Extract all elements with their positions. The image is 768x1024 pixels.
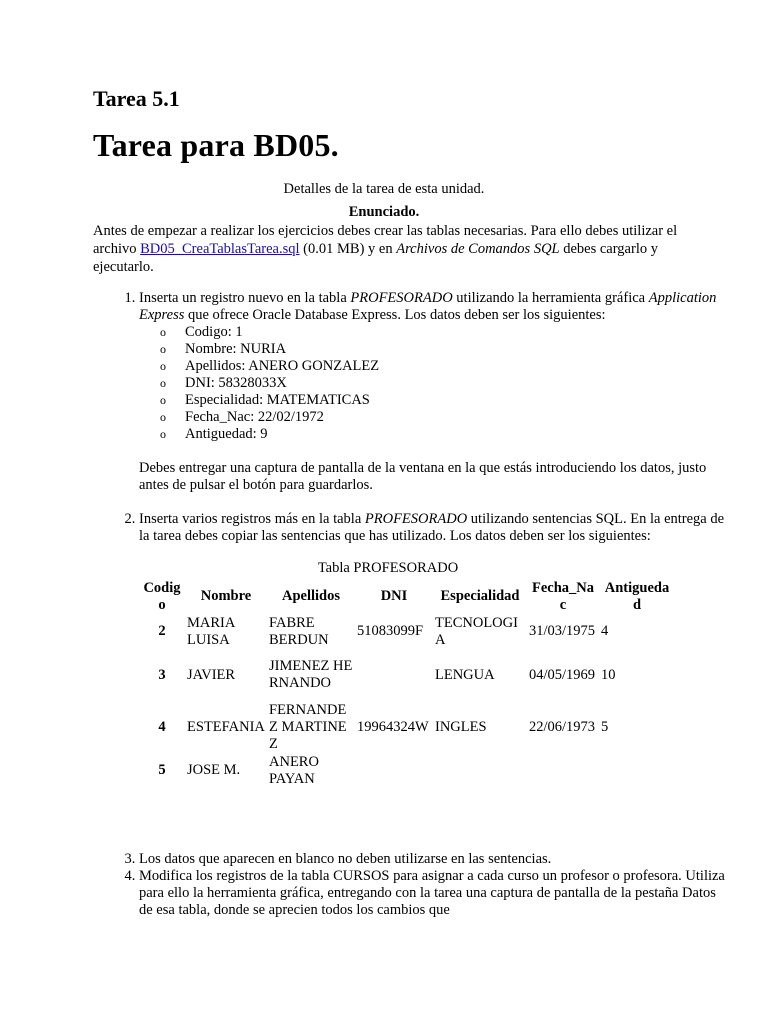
field-item: o DNI: 58328033X [139, 375, 729, 392]
intro-text-3: debes cargarlo y ejecutarlo. [93, 241, 658, 275]
cell-apellidos: FERNANDEZ MARTINEZ [269, 701, 347, 752]
task1-text-1: Inserta un registro nuevo en la tabla [139, 290, 351, 306]
field-item: o Nombre: NURIA [139, 341, 729, 358]
cell-especialidad: INGLES [435, 718, 487, 735]
intro-italic: Archivos de Comandos SQL [396, 241, 560, 257]
cell-especialidad [433, 753, 527, 788]
intro-text-2: (0.01 MB) y en [299, 241, 397, 257]
table-header-row [139, 579, 675, 614]
cell-apellidos: ANERO PAYAN [269, 753, 319, 787]
task2-text-1: Inserta varios registros más en la tabla [139, 511, 365, 527]
cell-nombre: JAVIER [187, 666, 236, 683]
cell-fecha [527, 753, 599, 788]
cell-antiguedad [599, 753, 675, 788]
cell-especialidad: TECNOLOGIA [435, 614, 518, 648]
task-item-2 [139, 511, 729, 788]
cell-codigo: 4 [158, 718, 166, 735]
cell-codigo: 5 [158, 762, 166, 778]
cell-apellidos: FABRE BERDUN [269, 614, 329, 648]
col-header-especialidad: Especialidad [440, 588, 520, 604]
table-row [139, 701, 675, 753]
task-list-continued [93, 851, 729, 919]
cell-dni: 51083099F [357, 623, 424, 639]
task1-fields [139, 324, 729, 443]
col-header-apellidos: Apellidos [281, 588, 340, 604]
cell-fecha: 04/05/1969 [529, 666, 596, 683]
field-item: o Antiguedad: 9 [139, 426, 729, 443]
cell-apellidos: JIMENEZ HERNANDO [269, 658, 353, 691]
table-row [139, 614, 675, 649]
cell-dni [355, 753, 433, 788]
cell-nombre: MARIA LUISA [187, 614, 235, 648]
task1-tool-name: Application Express [139, 290, 717, 323]
intro-text-1: Antes de empezar a realizar los ejercicios debes crear las tablas necesarias. Para ello debes utilizar el archivo [93, 223, 678, 257]
cell-antiguedad: 5 [601, 718, 609, 735]
cell-fecha: 22/06/1973 [529, 718, 596, 735]
cell-antiguedad: 4 [601, 623, 609, 639]
cell-especialidad: LENGUA [435, 666, 495, 683]
task1-text-2: utilizando la herramienta gráfica [452, 290, 649, 306]
cell-antiguedad: 10 [601, 666, 616, 683]
intro-paragraph [93, 222, 683, 276]
cell-dni [355, 649, 433, 701]
field-item: o Especialidad: MATEMATICAS [139, 392, 729, 409]
table-row [139, 649, 675, 701]
task1-table-name: PROFESORADO [350, 290, 453, 306]
cell-codigo: 3 [158, 666, 166, 683]
field-item: o Apellidos: ANERO GONZALEZ [139, 358, 729, 375]
task-title-heading: Tarea para BD05. [93, 127, 339, 163]
section-label: Enunciado. [348, 204, 420, 220]
col-header-codigo: Codigo [143, 579, 181, 613]
field-item: o Fecha_Nac: 22/02/1972 [139, 409, 729, 426]
task-list [93, 290, 729, 788]
details-line: Detalles de la tarea de esta unidad. [283, 181, 485, 197]
col-header-nombre: Nombre [200, 588, 252, 604]
task-item-4: 4. Modifica los registros de la tabla CURSOS para asignar a cada curso un profesor o profesora. Utiliza para ello la herramienta gráfica, entregando con la tarea una captura de pantalla de la pestaña Datos de esa tabla, donde se aprecien todos los cambios que [139, 868, 729, 919]
task-item-3: 3. Los datos que aparecen en blanco no deben utilizarse en las sentencias. [139, 851, 729, 868]
task2-text-2: utilizando sentencias SQL. En la entrega de la tarea debes copiar las sentencias que has utilizado. Los datos deben ser los siguientes: [139, 511, 725, 544]
task-number-heading: Tarea 5.1 [93, 86, 180, 111]
cell-fecha: 31/03/1975 [529, 623, 596, 639]
task1-text-3: que ofrece Oracle Database Express. Los datos deben ser los siguientes: [184, 307, 606, 323]
cell-dni: 19964324W [357, 718, 429, 735]
task-item-1 [139, 290, 729, 494]
table-caption: Tabla PROFESORADO [317, 560, 459, 576]
col-header-antiguedad: Antiguedad [604, 579, 670, 613]
table-row [139, 753, 675, 788]
task2-table-name: PROFESORADO [364, 511, 468, 527]
cell-nombre: JOSE M. [187, 762, 241, 778]
field-item: o Codigo: 1 [139, 324, 729, 341]
cell-nombre: ESTEFANIA [187, 718, 265, 735]
sql-file-link[interactable]: BD05_CreaTablasTarea.sql [140, 241, 300, 257]
cell-codigo: 2 [158, 623, 166, 639]
col-header-dni: DNI [380, 588, 408, 604]
profesorado-table [139, 579, 675, 788]
task1-note: Debes entregar una captura de pantalla de la ventana en la que estás introduciendo los datos, justo antes de pulsar el botón para guardarlos. [139, 460, 707, 493]
col-header-fecha: Fecha_Nac [531, 579, 594, 613]
